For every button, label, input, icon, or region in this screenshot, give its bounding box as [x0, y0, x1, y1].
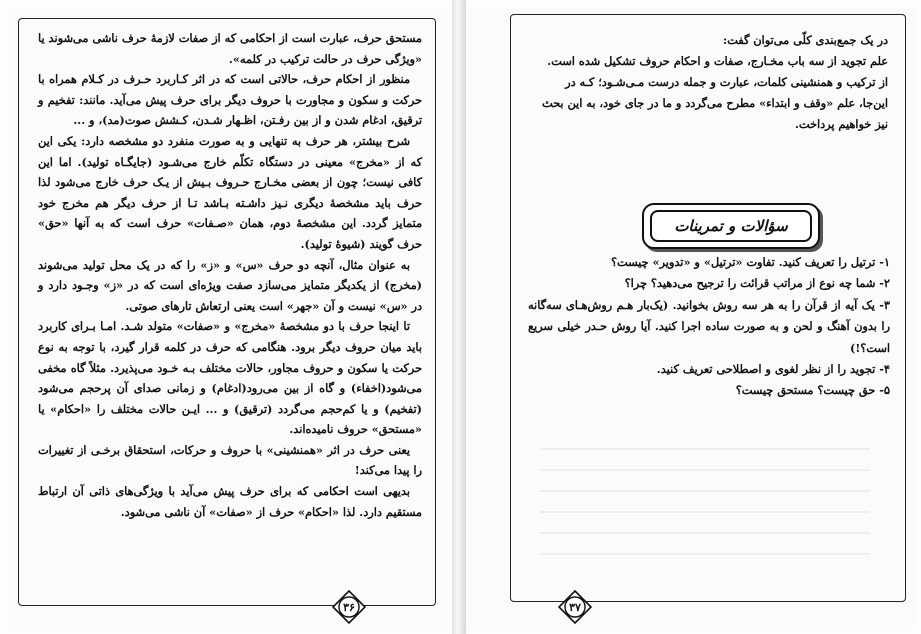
section-heading-box [642, 203, 820, 249]
paragraph [38, 28, 422, 69]
paragraph-text: تا اینجا حرف با دو مشخصهٔ «مخرج» و «صفات» متولد شـد. امـا بـرای کاربرد باید میان حروف دیگر برود. هنگامی که حرف در کلمه قرار گیرد، با توجه به نوع حرکت یا سکون و حروف مجاور، حالات مختلف بـه خـود می‌پذیرد. مثلاً گاه مخفی می‌شود(اخفاء) و گاه از بین می‌رود(ادغام) و زمانی صدای آن پرحجم می‌شود (تفخیم) و یا کم‌حجم می‌گردد (ترقیق) و ... ایـن حالات مختلف را «احکام» یا «مستحق» حروف نامیده‌اند. [38, 319, 422, 437]
question-item: ۲- شما چه نوع از مراتب قرائت را ترجیح می‌دهید؟ چرا؟ [624, 276, 890, 291]
page-number-badge-right [558, 590, 592, 624]
paragraph-text: بدیهی است احکامی که برای حرف پیش می‌آید با ویژگی‌های ذاتی آن ارتباط مستقیم دارد. لذا «احکام» حرف از «صفات» آن ناشی می‌شود. [38, 484, 422, 519]
paragraph-lead: مستحق حرف، [353, 31, 422, 45]
question-item: ۴- تجوید را از نظر لغوی و اصطلاحی تعریف کنید. [656, 362, 890, 377]
section-title: سؤالات و تمرینات [650, 210, 812, 242]
paragraph-lead: شرح بیشتر، [352, 133, 411, 148]
paragraph-text: عبارت است از احکامی که از صفات لازمهٔ حرف ناشی می‌شوند یا «ویژگی حرف در حالت ترکیب در کلمه». [38, 31, 422, 66]
intro-line: علم تجوید از سه باب مخـارج، صفات و احکام حروف تشکیل شده است. [547, 54, 888, 68]
paragraph-text: منظور از احکام حرف، حالاتی است که در اثر کـاربرد حـرف در کـلام همراه با حرکت و سکون و مجاورت با حروف دیگر برای حرف پیش می‌آید. مانند: تفخیم و ترقیق، ادغام شدن و از بین رفـتن، اظـهار شـدن، کـشش صوت(مد)، و ... [38, 72, 422, 128]
paragraph [38, 440, 422, 481]
paragraph [38, 69, 422, 131]
faded-text-lines [540, 448, 870, 568]
right-page [470, 8, 914, 626]
intro-line: از ترکیب و همنشینی کلمات، عبارت و جمله درست مـی‌شـود؛ کـه در [565, 75, 888, 89]
page-number-right: ۳۷ [569, 600, 581, 614]
right-page-intro [528, 30, 888, 135]
left-page-text [38, 28, 422, 522]
left-page [8, 8, 448, 626]
page-number-left: ۳۶ [343, 600, 355, 614]
paragraph-text: به عنوان مثال، آنچه دو حرف «س» و «ز» را که در یک محل تولید می‌شوند (مخرج) از یکدیگر متمایز می‌سازد صفت ویژه‌ای است که در «ز» وجـود دارد و در «س» نیست و آن «جهر» است یعنی ارتعاش تارهای صوتی. [38, 257, 422, 313]
questions-list [528, 252, 890, 402]
paragraph-text: هر حرف به تنهایی و به صورت منفرد دو مشخصه دارد: یکی این که از «مخرج» معینی در دستگاه تکلّم خارج می‌شـود (جایگـاه تولید). اما این کافی نیست؛ چون از بعضی مخـارج حـروف بـیش از یـک حرف خارج می‌شود لذا حرف باید مشخصهٔ دیگری نـیز داشـته بـاشد تـا از حرف دیگر هم مخرج خود متمایز گردد. این مشخصهٔ دوم، همان «صـفات» حرف است که به آنها «حق» حرف گویند (شیوهٔ تولید). [38, 133, 422, 251]
paragraph [38, 316, 422, 440]
intro-line: نیز خواهیم پرداخت. [794, 117, 888, 131]
paragraph-text: یعنی حرف در اثر «همنشینی» با حروف و حرکات، استحقاق برخـی از تغییرات را پیدا می‌کند! [38, 442, 422, 478]
question-item: ۱- ترتیل را تعریف کنید. تفاوت «ترتیل» و «تدویر» چیست؟ [610, 255, 890, 269]
question-item: ۳- یک آیه از قرآن را به هر سه روش بخوانید. (یک‌بار هـم روش‌هـای سه‌گانه را بدون آهنگ و لحن و به صورت ساده اجرا کنید. آیا روش حـدر خیلی سریع است؟!) [528, 297, 890, 355]
page-number-badge-left [332, 590, 366, 624]
paragraph [38, 131, 422, 255]
question-item: ۵- حق چیست؟ مستحق چیست؟ [735, 383, 890, 398]
paragraph [38, 481, 422, 522]
paragraph [38, 255, 422, 317]
intro-line: در یک جمع‌بندی کلّی می‌توان گفت: [722, 33, 888, 47]
book-gutter [452, 0, 466, 634]
intro-line: این‌جا، علم «وقف و ابتداء» مطرح می‌گردد و ما در جای خود، به این بحث [541, 96, 888, 110]
